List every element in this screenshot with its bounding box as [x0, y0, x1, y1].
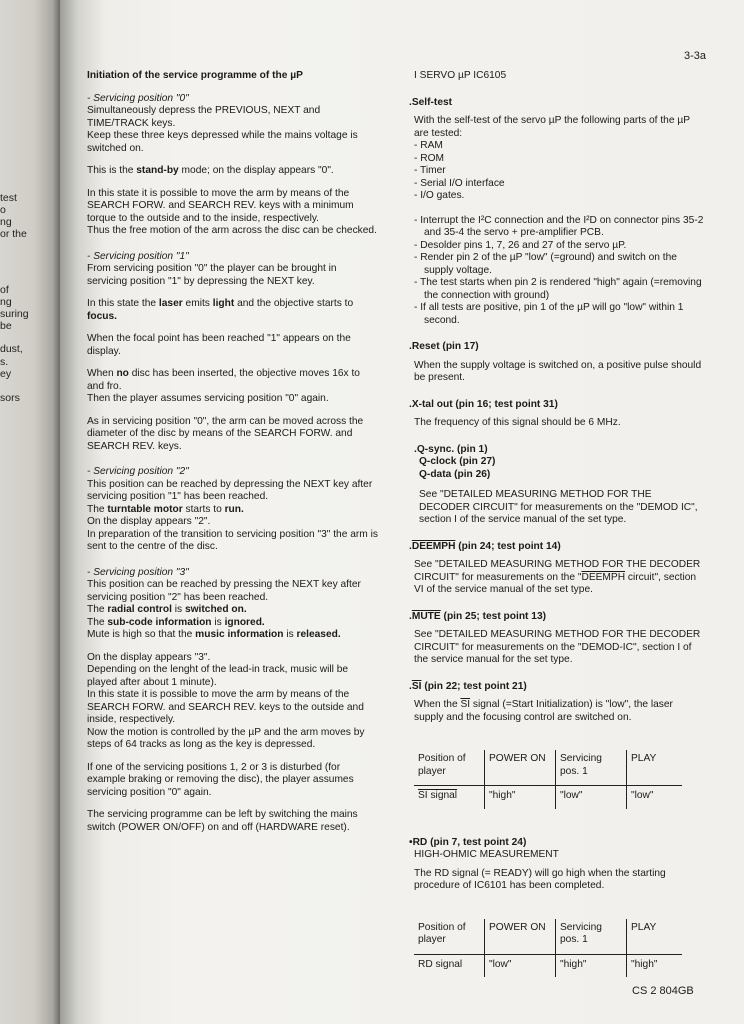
servicing-position-3: [87, 567, 379, 835]
prev-page-fragment: ey: [0, 368, 12, 380]
paragraph: From servicing position "0" the player can be brought in servicing position "1" by depressing the NEXT key.: [87, 263, 337, 287]
section-title: DEEMPH: [411, 540, 456, 552]
paragraph: When the focal point has been reached "1" appears on the display.: [87, 333, 351, 357]
left-column: [87, 70, 379, 847]
manual-page: [60, 0, 744, 1024]
paragraph: As in servicing position "0", the arm can be moved across the diameter of the disc by means of the SEARCH FORW. and SEARCH REV. keys.: [87, 415, 364, 452]
list-item: - ROM: [414, 152, 444, 164]
text-bold: ignored.: [224, 616, 265, 628]
table-cell-text: SI signal: [418, 790, 458, 801]
text: In this state it is possible to move the arm by means of the SEARCH FORW. and SEARCH REV. keys with a minimum torque to the outside and to the inside, respectively.: [87, 187, 354, 224]
text: In this state the: [87, 298, 159, 309]
text: is: [283, 629, 297, 640]
table-cell: [414, 786, 485, 809]
table-cell: "high": [556, 954, 627, 977]
list-item: - If all tests are positive, pin 1 of the µP will go "low" within 1 second.: [414, 302, 684, 326]
table-row: [414, 786, 682, 809]
table-cell: RD signal: [418, 958, 463, 970]
text: This position can be reached by depressing the NEXT key after servicing position "1" has been reached.: [87, 478, 373, 502]
paragraph: See "DETAILED MEASURING METHOD FOR THE DECODER CIRCUIT" for measurements on the "DEMOD IC", section I of the service manual of the set type.: [419, 489, 698, 525]
text: See "DETAILED MEASURING METHOD FOR THE DECODER CIRCUIT" for measurements on the ": [414, 559, 701, 583]
text: is: [171, 604, 185, 615]
text: Then the player assumes servicing position "0" again.: [87, 393, 329, 404]
section-title: Self-test: [411, 96, 453, 108]
text-bold: sub-code information: [107, 616, 212, 628]
xtal-section: [409, 398, 704, 430]
prev-page-fragment: ng: [0, 216, 12, 228]
paragraph: The RD signal (= READY) will go high when the starting procedure of IC6101 has been completed.: [414, 867, 666, 891]
text: The: [87, 604, 108, 615]
list-item: - Desolder pins 1, 7, 26 and 27 of the servo µP.: [414, 239, 627, 251]
paragraph: [87, 165, 379, 178]
text: In preparation of the transition to servicing position "3" the arm is sent to the centre of the disc.: [87, 528, 378, 552]
rd-signal-table: [414, 919, 682, 978]
text: The: [87, 616, 108, 628]
paragraph: [414, 559, 704, 597]
servicing-position-0: [87, 93, 379, 238]
section-title: Reset (pin 17): [411, 341, 479, 352]
text-bold: no: [116, 368, 129, 379]
section-title-row: [414, 443, 704, 482]
subsection-title: - Servicing position "3": [87, 566, 189, 578]
paragraph: See "DETAILED MEASURING METHOD FOR THE DECODER CIRCUIT" for measurements on the "DEMOD-IC", section I of the service manual for the set type.: [414, 629, 701, 665]
paragraph: The servicing programme can be left by switching the mains switch (POWER ON/OFF) on and off (HARDWARE reset).: [87, 809, 358, 833]
text: The: [87, 503, 108, 515]
servicing-position-1: [87, 251, 379, 454]
prev-page-fragment: test: [0, 192, 17, 204]
list-item: - Interrupt the I²C connection and the I²D on connector pins 35-2 and 35-4 the servo + pre-amplifier PCB.: [414, 214, 704, 238]
paragraph: When the supply voltage is switched on, a positive pulse should be present.: [414, 359, 702, 383]
text-bold: stand-by: [136, 165, 179, 176]
text: When: [87, 368, 117, 379]
bullet-dot: .: [409, 680, 412, 692]
text-bold: switched on.: [184, 604, 247, 615]
text: is: [211, 616, 225, 628]
table-header-cell: PLAY: [627, 919, 683, 955]
table-cell: "high": [485, 786, 556, 809]
text: Mute is high so that the: [87, 629, 196, 640]
prev-page-fragment: ng: [0, 296, 12, 308]
deemph-section: [409, 540, 704, 597]
table-header-row: [414, 919, 682, 955]
table-header-cell: POWER ON: [485, 750, 556, 786]
table-cell: "low": [627, 786, 683, 809]
subsection-title: - Servicing position "1": [87, 250, 189, 262]
bullet-dot: .: [409, 398, 412, 410]
paragraph: With the self-test of the servo µP the following parts of the µP are tested:: [414, 115, 690, 139]
table-header-row: [414, 750, 682, 786]
section-heading: I SERVO µP IC6105: [414, 70, 507, 81]
page-number: 3-3a: [684, 50, 707, 62]
table-cell: "low": [485, 954, 556, 977]
si-signal-table: [414, 750, 682, 809]
si-section: [409, 680, 704, 809]
table-header-cell: POWER ON: [485, 919, 556, 955]
prev-page-fragment: or the: [0, 228, 27, 240]
qsync-section: [414, 444, 704, 527]
section-title: Q-clock (pin 27): [419, 456, 496, 467]
previous-page-edge: [0, 0, 62, 1024]
text: and the objective starts to: [234, 298, 354, 309]
paragraph: [87, 298, 379, 323]
table-header-cell: Servicing pos. 1: [556, 919, 627, 955]
mute-section: [409, 610, 704, 667]
table-header-cell: Servicing pos. 1: [556, 750, 627, 786]
paragraph: [87, 579, 379, 642]
text-bold: released.: [296, 629, 341, 640]
list-item: - The test starts when pin 2 is rendered "high" again (=removing the connection with ground): [414, 277, 702, 301]
text: disc has been inserted, the objective moves 16x to and fro.: [87, 368, 360, 392]
list-item: - Serial I/O interface: [414, 177, 505, 189]
paragraph: [414, 699, 704, 724]
section-title-row: [409, 680, 704, 694]
test-steps-list: [414, 215, 704, 328]
bullet-dot: •: [409, 836, 413, 848]
servicing-position-2: [87, 466, 379, 554]
subsection-title: - Servicing position "2": [87, 466, 189, 477]
section-title: $\overline{SI}$: [411, 680, 422, 692]
text: emits: [182, 298, 213, 309]
text: Depending on the lenght of the lead-in track, music will be played after about 1 minute).: [87, 664, 349, 688]
document-code: CS 2 804GB: [632, 985, 694, 997]
text-overlined: DEEMPH: [581, 571, 626, 583]
reset-section: [409, 341, 704, 385]
prev-page-fragment: dust,: [0, 343, 23, 355]
text: This is the: [87, 165, 137, 176]
subsection-title: - Servicing position "0": [87, 92, 189, 104]
list-item: - Render pin 2 of the µP "low" (=ground) and switch on the supply voltage.: [414, 252, 677, 276]
bullet-dot: .: [409, 540, 412, 552]
section-title-row: [409, 836, 704, 862]
text: When the: [414, 699, 461, 710]
table-header-cell: Position of player: [414, 919, 485, 955]
self-test-section: [409, 96, 704, 328]
section-title-row: [409, 610, 704, 624]
section-title-row: [409, 341, 704, 354]
paragraph: [87, 188, 379, 238]
list-item: - I/O gates.: [414, 190, 465, 201]
paragraph: The frequency of this signal should be 6 MHz.: [414, 417, 621, 428]
prev-page-fragment: s.: [0, 356, 9, 368]
text-bold: music information: [195, 629, 284, 640]
paragraph: [87, 652, 379, 752]
paragraph: [87, 479, 379, 554]
prev-page-fragment: sors: [0, 392, 20, 404]
section-title: MUTE: [411, 610, 441, 622]
text: In this state it is possible to move the arm by means of the SEARCH FORW. and SEARCH REV. keys to the outside and inside, respectively.: [87, 689, 364, 725]
paragraph: If one of the servicing positions 1, 2 or 3 is disturbed (for example braking or removing the disc), the player assumes servicing position "0" again.: [87, 761, 354, 798]
text: Keep these three keys depressed while the mains voltage is switched on.: [87, 130, 358, 154]
section-title-row: [409, 398, 704, 412]
text-bold: radial control: [107, 604, 172, 615]
section-title: (pin 24; test point 14): [455, 540, 561, 552]
section-title: (pin 25; test point 13): [440, 610, 546, 622]
text: Thus the free motion of the arm across the disc can be checked.: [87, 225, 377, 236]
rd-section: [409, 836, 704, 978]
bullet-dot: .: [409, 610, 412, 622]
prev-page-fragment: o: [0, 204, 6, 216]
text: signal (=Start Initialization) is "low", the laser supply and the focusing control are switched on.: [414, 699, 673, 723]
text-bold: focus.: [87, 310, 118, 322]
bullet-dot: .: [409, 341, 412, 352]
text: This position can be reached by pressing the NEXT key after servicing position "2" has been reached.: [87, 579, 361, 603]
text-bold: run.: [224, 503, 244, 515]
section-title: RD (pin 7, test point 24): [412, 836, 527, 848]
section-title-row: [409, 96, 704, 110]
text-bold: light: [212, 298, 235, 309]
paragraph: [87, 105, 379, 155]
text: starts to: [182, 503, 225, 515]
paragraph: [87, 368, 379, 406]
text-overlined: $\overline{SI}$: [460, 699, 471, 710]
list-item: - RAM: [414, 140, 443, 151]
section-title-row: [409, 540, 704, 554]
section-title: Q-sync. (pin 1): [416, 443, 488, 455]
table-cell: "high": [627, 954, 683, 977]
section-title: X-tal out (pin 16; test point 31): [411, 398, 558, 410]
tested-parts-list: [414, 140, 704, 203]
text: On the display appears "3".: [87, 651, 211, 663]
section-heading: Initiation of the service programme of the µP: [87, 70, 303, 81]
prev-page-fragment: of: [0, 284, 9, 296]
right-column: [409, 70, 704, 991]
text: mode; on the display appears "0".: [178, 165, 334, 176]
text: Simultaneously depress the PREVIOUS, NEXT and TIME/TRACK keys.: [87, 105, 321, 129]
section-title: (pin 22; test point 21): [421, 680, 527, 692]
text: circuit", section VI of the service manual of the set type.: [414, 571, 697, 595]
table-row: [414, 954, 682, 977]
bullet-dot: .: [409, 96, 412, 108]
bullet-dot: .: [414, 443, 417, 455]
prev-page-fragment: suring: [0, 308, 29, 320]
section-title: Q-data (pin 26): [419, 468, 491, 480]
prev-page-fragment: be: [0, 320, 12, 332]
list-item: - Timer: [414, 165, 446, 176]
text: Now the motion is controlled by the µP and the arm moves by steps of 64 tracks as long as the key is depressed.: [87, 726, 365, 750]
table-header-cell: Position of player: [414, 750, 485, 786]
text-bold: laser: [158, 298, 183, 309]
text: On the display appears "2".: [87, 516, 211, 527]
table-header-cell: PLAY: [627, 750, 683, 786]
text-bold: turntable motor: [107, 503, 183, 515]
section-subtitle: HIGH-OHMIC MEASUREMENT: [414, 849, 559, 860]
table-cell: "low": [556, 786, 627, 809]
